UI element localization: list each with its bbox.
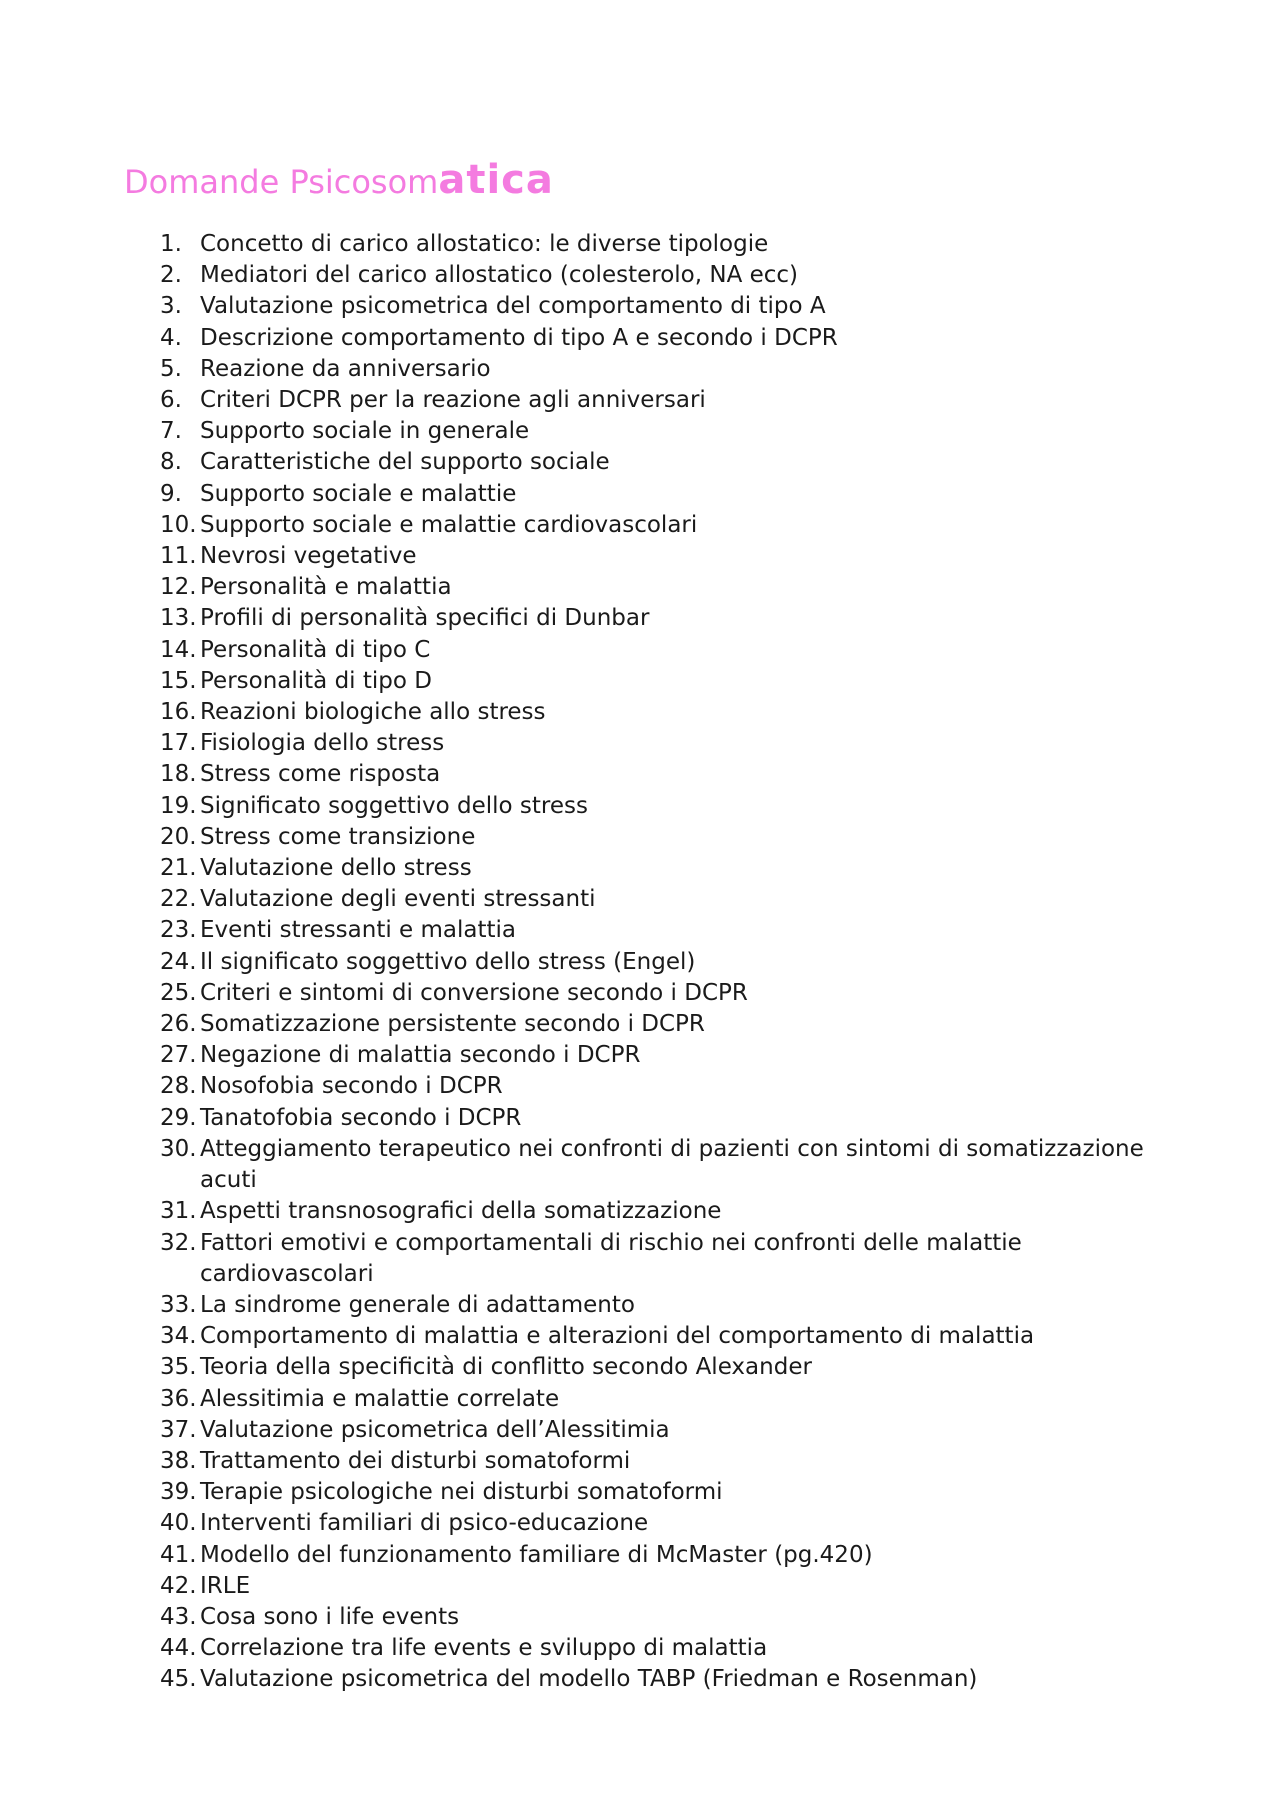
list-item-number: 22. — [160, 886, 197, 913]
list-item-number: 39. — [160, 1479, 197, 1506]
list-item — [160, 1228, 1160, 1290]
list-item — [160, 697, 1160, 728]
list-item — [160, 447, 1160, 478]
list-item-text: Caratteristiche del supporto sociale — [200, 449, 610, 476]
list-item-text: Modello del funzionamento familiare di McMaster (pg.420) — [200, 1541, 873, 1568]
list-item — [160, 1602, 1160, 1633]
list-item-text: Trattamento dei disturbi somatoformi — [200, 1447, 631, 1474]
list-item-text: Interventi familiari di psico-educazione — [200, 1510, 649, 1537]
list-item-text: Correlazione tra life events e sviluppo di malattia — [200, 1635, 768, 1662]
list-item — [160, 1415, 1160, 1446]
list-item — [160, 323, 1160, 354]
list-item-text: Teoria della specificità di conflitto secondo Alexander — [200, 1354, 812, 1381]
list-item — [160, 947, 1160, 978]
list-item-text: Stress come transizione — [200, 823, 476, 850]
list-item-number: 12. — [160, 574, 197, 601]
list-item — [160, 1134, 1160, 1196]
list-item-number: 45. — [160, 1666, 197, 1693]
list-item-number: 35. — [160, 1354, 197, 1381]
list-item-text: Aspetti transnosografici della somatizzazione — [200, 1198, 722, 1225]
list-item-number: 28. — [160, 1073, 197, 1100]
list-item — [160, 1009, 1160, 1040]
list-item-text: Valutazione degli eventi stressanti — [200, 886, 596, 913]
list-item-number: 36. — [160, 1385, 197, 1412]
list-item — [160, 822, 1160, 853]
list-item — [160, 416, 1160, 447]
list-item-text: Supporto sociale e malattie cardiovascolari — [200, 511, 698, 538]
list-item-text: Reazioni biologiche allo stress — [200, 699, 546, 726]
list-item-number: 44. — [160, 1635, 197, 1662]
list-item — [160, 260, 1160, 291]
list-item-text: IRLE — [200, 1572, 251, 1599]
list-item — [160, 603, 1160, 634]
list-item — [160, 1664, 1160, 1695]
list-item — [160, 1571, 1160, 1602]
list-item-number: 3. — [160, 293, 182, 320]
list-item — [160, 1633, 1160, 1664]
list-item-text: Descrizione comportamento di tipo A e secondo i DCPR — [200, 324, 838, 351]
list-item-number: 26. — [160, 1011, 197, 1038]
list-item-text: Terapie psicologiche nei disturbi somatoformi — [200, 1479, 723, 1506]
list-item — [160, 1384, 1160, 1415]
list-item-number: 40. — [160, 1510, 197, 1537]
list-item — [160, 229, 1160, 260]
list-item-text: Atteggiamento terapeutico nei confronti di pazienti con sintomi di somatizzazione acuti — [200, 1135, 1144, 1194]
list-item-text: Negazione di malattia secondo i DCPR — [200, 1042, 641, 1069]
list-item — [160, 479, 1160, 510]
list-item-number: 20. — [160, 823, 197, 850]
list-item-number: 5. — [160, 355, 182, 382]
list-item-number: 23. — [160, 917, 197, 944]
title-part-regular: Domande Psicosom — [124, 163, 439, 201]
list-item — [160, 759, 1160, 790]
list-item-number: 1. — [160, 231, 182, 257]
title-part-large: atica — [438, 157, 554, 203]
list-item-text: Valutazione psicometrica del modello TABP (Friedman e Rosenman) — [200, 1666, 978, 1693]
list-item — [160, 728, 1160, 759]
list-item-number: 17. — [160, 730, 197, 757]
list-item-number: 15. — [160, 667, 197, 694]
list-item-number: 7. — [160, 418, 182, 445]
list-item-number: 9. — [160, 480, 182, 507]
list-item-number: 4. — [160, 324, 182, 351]
list-item — [160, 1508, 1160, 1539]
list-item-text: La sindrome generale di adattamento — [200, 1291, 635, 1318]
list-item-text: Mediatori del carico allostatico (colesterolo, NA ecc) — [200, 262, 799, 289]
list-item — [160, 853, 1160, 884]
list-item-number: 10. — [160, 511, 197, 538]
list-item — [160, 791, 1160, 822]
list-item-text: Somatizzazione persistente secondo i DCPR — [200, 1011, 705, 1038]
question-list — [160, 229, 1160, 1696]
list-item-number: 30. — [160, 1135, 197, 1162]
list-item-text: Cosa sono i life events — [200, 1603, 460, 1630]
list-item-text: Nevrosi vegetative — [200, 543, 417, 570]
list-item-text: Personalità di tipo C — [200, 636, 431, 663]
list-item — [160, 1540, 1160, 1571]
list-item-text: Significato soggettivo dello stress — [200, 792, 588, 819]
list-item — [160, 1352, 1160, 1383]
list-item — [160, 572, 1160, 603]
list-item-text: Personalità e malattia — [200, 574, 452, 601]
list-item — [160, 1196, 1160, 1227]
list-item-number: 41. — [160, 1541, 197, 1568]
list-item-number: 27. — [160, 1042, 197, 1069]
list-item-text: Stress come risposta — [200, 761, 441, 788]
list-item-text: Concetto di carico allostatico: le diverse tipologie — [200, 231, 769, 257]
list-item-number: 16. — [160, 699, 197, 726]
list-item-text: Valutazione psicometrica del comportamento di tipo A — [200, 293, 826, 320]
list-item-number: 37. — [160, 1416, 197, 1443]
list-item — [160, 510, 1160, 541]
list-item — [160, 666, 1160, 697]
list-item — [160, 354, 1160, 385]
list-item-text: Personalità di tipo D — [200, 667, 432, 694]
list-item-text: Fisiologia dello stress — [200, 730, 445, 757]
list-item — [160, 541, 1160, 572]
list-item — [160, 291, 1160, 322]
list-item-number: 8. — [160, 449, 182, 476]
list-item-text: Profili di personalità specifici di Dunbar — [200, 605, 650, 632]
list-item — [160, 1040, 1160, 1071]
list-item-text: Supporto sociale in generale — [200, 418, 530, 445]
list-item-text: Valutazione psicometrica dell’Alessitimia — [200, 1416, 670, 1443]
list-item — [160, 1103, 1160, 1134]
list-item-text: Comportamento di malattia e alterazioni del comportamento di malattia — [200, 1323, 1035, 1350]
list-item — [160, 635, 1160, 666]
list-item-text: Il significato soggettivo dello stress (Engel) — [200, 948, 696, 975]
list-item-number: 14. — [160, 636, 197, 663]
list-item-text: Eventi stressanti e malattia — [200, 917, 517, 944]
list-item — [160, 1071, 1160, 1102]
list-item-number: 18. — [160, 761, 197, 788]
list-item-number: 25. — [160, 979, 197, 1006]
list-item — [160, 1477, 1160, 1508]
list-item-number: 34. — [160, 1323, 197, 1350]
list-item-number: 21. — [160, 855, 197, 882]
list-item — [160, 915, 1160, 946]
list-item-text: Nosofobia secondo i DCPR — [200, 1073, 503, 1100]
list-item-number: 38. — [160, 1447, 197, 1474]
list-item-text: Supporto sociale e malattie — [200, 480, 517, 507]
list-item-number: 43. — [160, 1603, 197, 1630]
list-item-text: Criteri e sintomi di conversione secondo i DCPR — [200, 979, 748, 1006]
page-title — [124, 157, 554, 203]
list-item-number: 2. — [160, 262, 182, 289]
list-item-number: 19. — [160, 792, 197, 819]
list-item-number: 32. — [160, 1229, 197, 1256]
list-item — [160, 1446, 1160, 1477]
list-item-number: 42. — [160, 1572, 197, 1599]
list-item-number: 11. — [160, 543, 197, 570]
list-item-number: 31. — [160, 1198, 197, 1225]
list-item-text: Fattori emotivi e comportamentali di rischio nei confronti delle malattie cardiovascolari — [200, 1229, 1022, 1287]
list-item-number: 24. — [160, 948, 197, 975]
list-item — [160, 978, 1160, 1009]
list-item — [160, 385, 1160, 416]
list-item-number: 33. — [160, 1291, 197, 1318]
list-item-text: Reazione da anniversario — [200, 355, 491, 382]
list-item-number: 29. — [160, 1104, 197, 1131]
list-item — [160, 1290, 1160, 1321]
list-item-text: Tanatofobia secondo i DCPR — [200, 1104, 522, 1131]
list-item-text: Criteri DCPR per la reazione agli anniversari — [200, 387, 706, 414]
list-item-number: 13. — [160, 605, 197, 632]
list-item-text: Valutazione dello stress — [200, 855, 472, 882]
list-item-text: Alessitimia e malattie correlate — [200, 1385, 560, 1412]
list-item — [160, 1321, 1160, 1352]
list-item-number: 6. — [160, 387, 182, 414]
list-item — [160, 884, 1160, 915]
